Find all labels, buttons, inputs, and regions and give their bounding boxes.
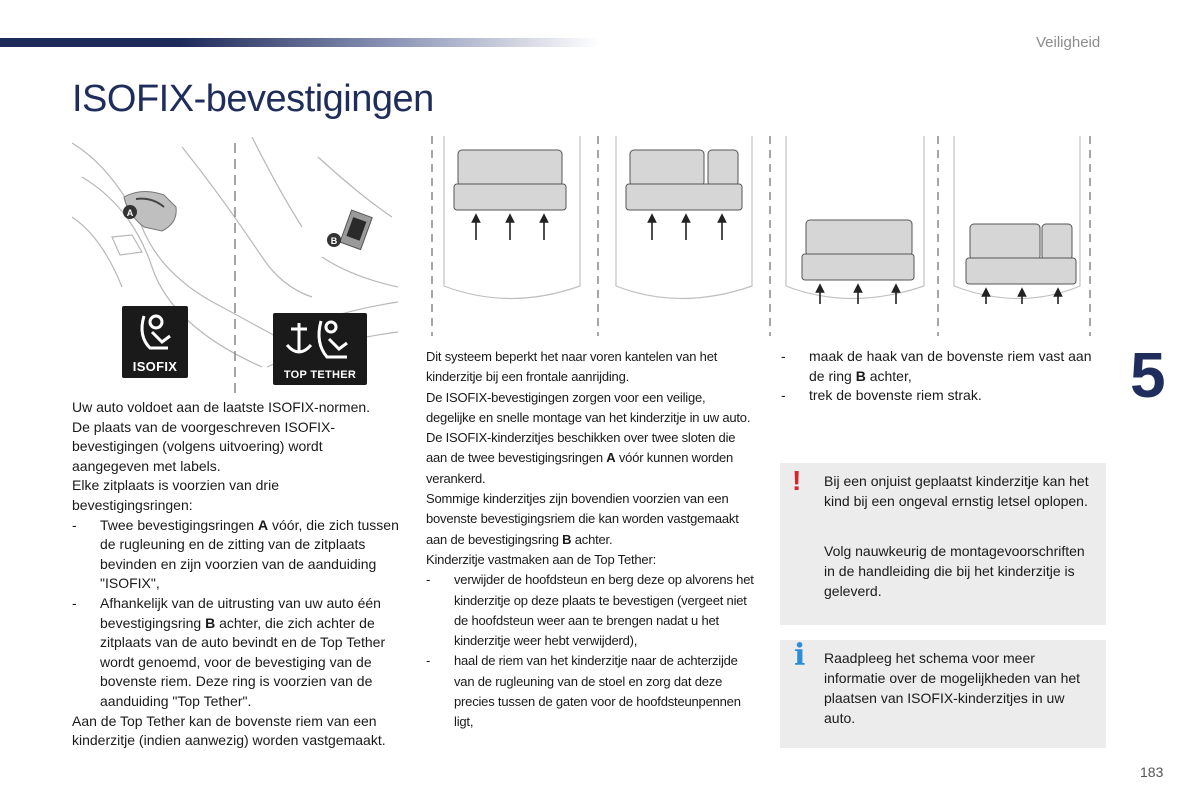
text-column-1 (72, 398, 402, 751)
seat-configuration-diagrams (430, 136, 1100, 342)
list-item: - haal de riem van het kinderzitje naar de achterzijde van de rugleuning van de stoel en zorg dat deze precies tussen de gaten voor de hoofdsteunpennen ligt, (426, 653, 741, 730)
callout-a: A (126, 208, 134, 218)
list-dash: - (426, 572, 431, 588)
list-item: - Afhankelijk van de uitrusting van uw auto één bevestigingsring B achter, die zich achter de zitplaats van de auto bevindt en de Top Tether wordt genoemd, voor de bevestiging van de bovenste riem. Deze ring is voorzien van de aanduiding "Top Tether". (72, 594, 386, 709)
list-dash: - (426, 653, 431, 669)
list-dash: - (781, 387, 786, 404)
list-item: - trek de bovenste riem strak. (781, 386, 1101, 406)
paragraph: Kinderzitje vastmaken aan de Top Tether: (426, 551, 656, 567)
page-number: 183 (1140, 764, 1164, 780)
toptether-label-text: TOP TETHER (283, 369, 357, 381)
text-column-2 (426, 347, 756, 733)
paragraph: Elke zitplaats is voorzien van drie bevestigingsringen: (72, 477, 279, 513)
isofix-label-text: ISOFIX (132, 359, 178, 374)
anchor-seat-icon (273, 313, 367, 367)
paragraph: Sommige kinderzitjes zijn bovendien voorzien van een bovenste bevestigingsriem die kan worden vastgemaakt aan de bevestigingsring B achter. (426, 491, 739, 547)
isofix-label-image (122, 306, 188, 378)
warning-icon: ! (792, 465, 802, 496)
warning-text: Bij een onjuist geplaatst kinderzitje kan het kind bij een ongeval ernstig letsel oplopen. (824, 473, 1089, 509)
info-icon: i (794, 638, 806, 673)
list-dash: - (72, 594, 77, 611)
list-dash: - (72, 516, 77, 533)
list-item: - maak de haak van de bovenste riem vast aan de ring B achter, (781, 348, 1092, 384)
callout-b: B (330, 236, 338, 246)
section-label: Veiligheid (1036, 34, 1101, 51)
toptether-label-image (273, 313, 367, 385)
warning-text: Volg nauwkeurig de montagevoorschriften in de handleiding die bij het kinderzitje is geleverd. (824, 543, 1085, 599)
child-seat-icon (122, 306, 188, 358)
warning-notice (780, 463, 1106, 625)
paragraph: Uw auto voldoet aan de laatste ISOFIX-normen. (72, 399, 371, 415)
chapter-number: 5 (1130, 339, 1166, 411)
text-column-3 (781, 347, 1101, 406)
list-item: - Twee bevestigingsringen A vóór, die zich tussen de rugleuning en de zitting van de zitplaats bevinden en zijn voorzien van de aanduiding "ISOFIX", (72, 516, 399, 592)
paragraph: Aan de Top Tether kan de bovenste riem van een kinderzitje (indien aanwezig) worden vastgemaakt. (72, 712, 386, 749)
page-title: ISOFIX-bevestigingen (72, 78, 434, 120)
paragraph: Dit systeem beperkt het naar voren kantelen van het kinderzitje bij een frontale aanrijding. (426, 349, 718, 385)
paragraph: De ISOFIX-kinderzitjes beschikken over twee sloten die aan de twee bevestigingsringen A vóór kunnen worden verankerd. (426, 430, 736, 486)
paragraph: De plaats van de voorgeschreven ISOFIX-bevestigingen (volgens uitvoering) wordt aangegeven met labels. (72, 418, 336, 474)
info-notice (780, 640, 1106, 748)
header-bar (0, 38, 600, 47)
list-item: - verwijder de hoofdsteun en berg deze op alvorens het kinderzitje op deze plaats te bevestigen (vergeet niet de hoofdsteun weer aan te brengen nadat u het kinderzitje weer hebt verwijderd), (426, 572, 754, 649)
paragraph: De ISOFIX-bevestigingen zorgen voor een veilige, degelijke en snelle montage van het kinderzitje in uw auto. (426, 389, 751, 425)
list-dash: - (781, 348, 786, 364)
info-text: Raadpleeg het schema voor meer informatie over de mogelijkheden van het plaatsen van ISOFIX-kinderzitjes in uw auto. (824, 650, 1081, 726)
